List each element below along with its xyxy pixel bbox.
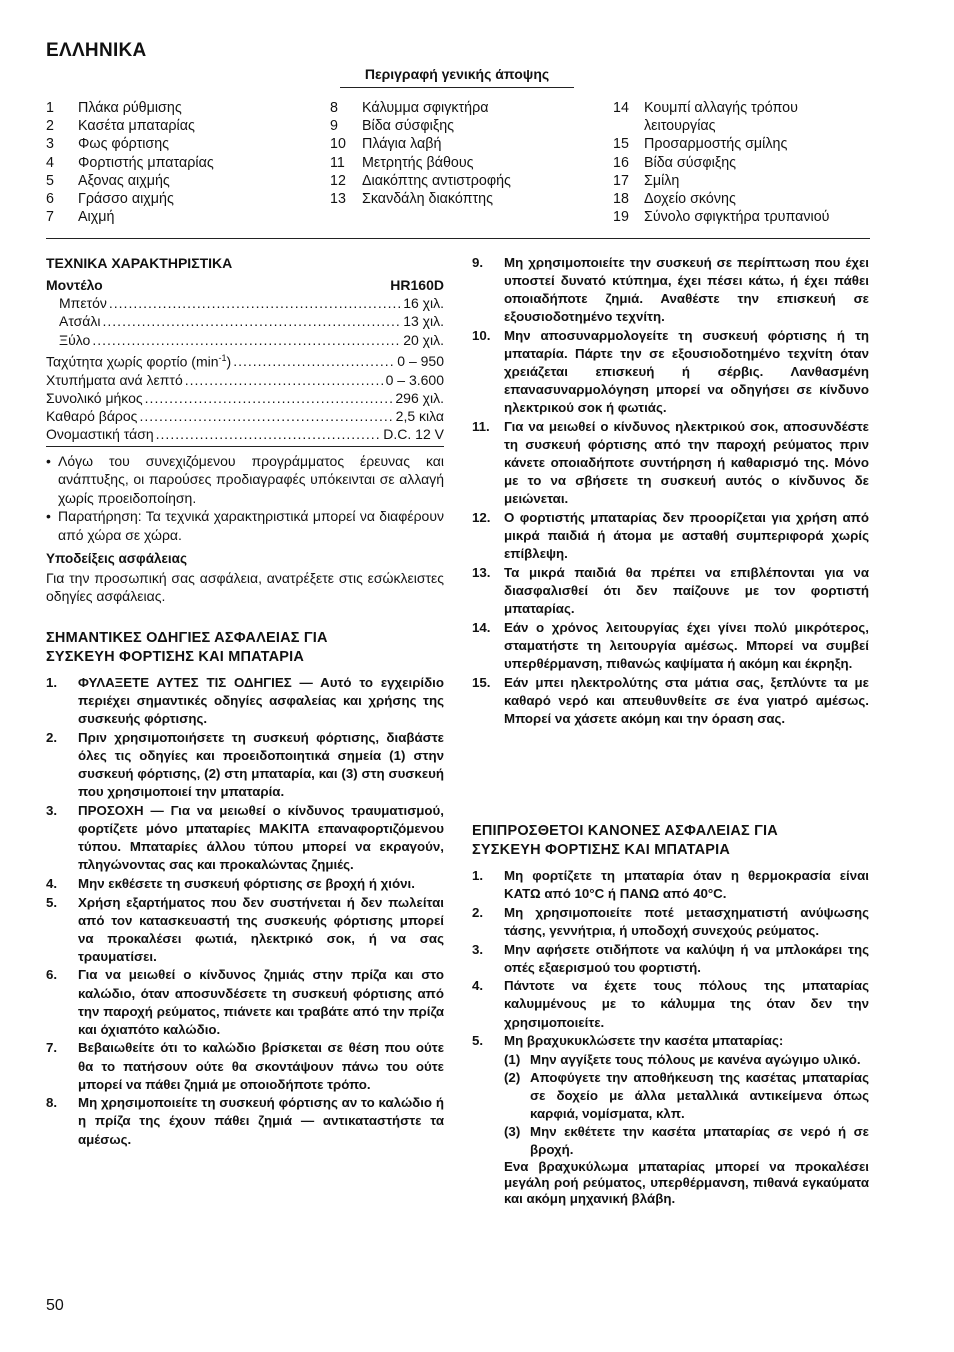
spec-label-text: Ξύλο [59,331,91,348]
additional-subitem [504,1123,869,1159]
item-number: 5. [46,894,58,910]
safety-item [46,966,444,1038]
subitem-number: (2) [504,1070,521,1085]
item-text: Εάν ο χρόνος λειτουργίας έχει γίνει πολύ μικρότερος, σταματήστε τη λειτουργία αμέσως. Μπορεί να συμβεί υπερθέρμανση, πιθανώς καψίματα ή ακόμη και έκρηξη. [504,619,869,672]
item-number: 14. [472,619,491,635]
item-number: 11. [472,419,490,435]
part-number: 6 [46,191,54,208]
part-number: 11 [330,154,345,171]
part-number: 5 [46,172,54,189]
part-name: Σμίλη [644,172,680,189]
part-item [46,99,316,117]
safety-item [472,564,869,618]
item-number: 13. [472,564,491,580]
spec-row [46,389,444,407]
spec-row [46,371,444,389]
item-number: 7. [46,1040,58,1056]
part-number: 13 [330,191,346,208]
leader-dots [92,331,401,349]
part-item [613,172,883,190]
part-item [46,117,316,135]
part-number: 3 [46,136,54,153]
safety-heading: Υποδείξεις ασφάλειας [46,551,187,566]
item-text: Εάν μπει ηλεκτρολύτης στα μάτια σας, ξεπλύντε τα με καθαρό νερό και απευθυνθείτε σε ένα γιατρό αμέσως. Μπορεί να χάσετε ακόμη και την όραση σας. [504,674,869,726]
part-item [613,208,883,226]
part-number: 15 [613,136,629,153]
part-name: Φως φόρτισης [78,136,170,153]
item-number: 12. [472,510,491,526]
part-number [613,117,644,135]
part-name: Αιχμή [78,209,115,226]
part-number: 16 [613,154,629,171]
spec-label-text: Καθαρό βάρος [46,408,138,425]
spec-label [46,425,154,443]
part-item [330,135,600,153]
part-name: Βίδα σύσφιξης [644,154,737,171]
item-number: 4. [472,978,484,994]
spec-label-sup: -1 [218,352,227,363]
item-number: 15. [472,674,491,690]
spec-row [46,294,444,312]
additional-list [472,867,869,1207]
item-text: Μη χρησιμοποιείτε ποτέ μετασχηματιστή ανύψωσης τάσης, γεννήτρια, ή υποδοχή συνεχούς ρεύματος. [504,904,869,938]
item-text: Βεβαιωθείτε ότι το καλώδιο βρίσκεται σε θέση που ούτε θα το πατήσουν ούτε θα σκοντάψουν πάνω του ούτε μπορεί να πάθει ζημιά με οποιοδήποτε τρόπο. [78,1040,444,1092]
item-text: ΠΡΟΣΟΧΗ — Για να μειωθεί ο κίνδυνος τραυματισμού, φορτίζετε μόνο μπαταρίες ΜΑΚΙΤΑ επαναφορτιζόμενου τύπου. Μπαταρίες άλλου τύπου μπορεί να εκραγούν, πληγώνοντας σας και προκαλώντας ζημιές. [78,802,444,873]
part-item [330,172,600,190]
part-name: Προσαρμοστής σμίλης [644,136,788,153]
part-name: Πλάκα ρύθμισης [78,100,182,116]
item-text: Τα μικρά παιδιά θα πρέπει να επιβλέπονται για να διασφαλισθεί ότι δεν παίζουνε με τον φορτιστή μπαταρίας. [504,564,869,617]
part-name: Σκανδάλη διακόπτης [362,191,493,208]
part-name: Κασέτα μπαταρίας [78,118,195,135]
spec-row [46,407,444,425]
specs-title: ΤΕΧΝΙΚΑ ΧΑΡΑΚΤΗΡΙΣΤΙΚΑ [46,255,233,271]
specs-table [46,276,444,443]
part-item [46,172,316,190]
item-text: Μην αποσυναρμολογείτε τη συσκευή φόρτισης ή τη μπαταρία. Πάρτε την σε εξουσιοδοτημένο τεχνίτη όταν χρειάζεται επισκευή ή σέρβις. Λανθασμένη επανασυναρμολόγηση μπορεί να οδηγήσει σε κίνδυνο ηλεκτρικού σοκ ή φωτιάς. [504,327,869,416]
part-number: 4 [46,154,54,171]
spec-value: D.C. 12 V [383,426,444,443]
safety-item [472,619,869,673]
item-number: 2. [46,729,58,745]
part-number: 14 [613,100,629,116]
part-item [46,190,316,208]
part-name: Φορτιστής μπαταρίας [78,154,214,171]
safety-item [46,729,444,801]
item-text: Μη χρησιμοποιείτε την συσκευή σε περίπτωση που έχει υποστεί δυνατό κτύπημα, έχει πέσει κάτω, ή έχει πάθει οποιαδήποτε ζημιά. Αναθέστε την επισκευή σε εξουσιοδοτημένο τεχνίτη. [504,255,869,325]
additional-subitem [504,1051,869,1069]
item-number: 8. [46,1095,58,1111]
item-number: 5. [472,1033,484,1049]
item-text: Πάντοτε να έχετε τους πόλους της μπαταρίας καλυμμένους με το κάλυμμα της όταν δεν την χρησιμοποιείτε. [504,978,869,1030]
part-item [613,135,883,153]
spec-label-end: ) [226,353,232,370]
item-text: ΦΥΛΑΞΕΤΕ ΑΥΤΕΣ ΤΙΣ ΟΔΗΓΙΕΣ — Αυτό το εγχειρίδιο περιέχει σημαντικές οδηγίες ασφαλείας και χρήσης της συσκευής φόρτισης. [78,675,444,727]
additional-item [472,941,869,977]
additional-item [472,904,869,940]
spec-value: 296 χιλ. [395,389,444,406]
safety-item [46,894,444,966]
spec-value: 0 – 950 [397,353,444,370]
additional-item [472,867,869,903]
leader-dots [145,389,394,407]
subitem-text: Μην εκθέτετε την κασέτα μπαταρίας σε νερό ή σε βροχή. [530,1124,869,1158]
safety-item [46,1039,444,1093]
spec-value: 20 χιλ. [403,331,444,348]
item-number: 4. [46,875,58,891]
important-list-left [46,674,444,1149]
part-number: 2 [46,118,54,135]
page-number: 50 [46,1297,64,1314]
part-item [613,117,883,135]
spec-label-text: Χτυπήματα ανά λεπτό [46,371,183,388]
spec-row [46,349,444,371]
item-text: Μην εκθέσετε τη συσκευή φόρτισης σε βροχή ή χιόνι. [78,875,415,891]
safety-item [46,1094,444,1148]
item-text: Μη φορτίζετε τη μπαταρία όταν η θερμοκρασία είναι ΚΑΤΩ από 10°C ή ΠΑΝΩ από 40°C. [504,868,869,902]
spec-value: 16 χιλ. [403,295,444,312]
part-name: Κουμπί αλλαγής τρόπου [644,100,798,116]
important-heading: ΣΗΜΑΝΤΙΚΕΣ ΟΔΗΓΙΕΣ ΑΣΦΑΛΕΙΑΣ ΓΙΑ ΣΥΣΚΕΥΗ ΦΟΡΤΙΣΗΣ ΚΑΙ ΜΠΑΤΑΡΙΑ [46,630,328,665]
part-name: Αξονας αιχμής [78,172,170,189]
part-item [330,154,600,172]
part-name: λειτουργίας [644,118,716,135]
part-number: 17 [613,172,629,189]
part-name: Κάλυμμα σφιγκτήρα [362,100,489,116]
spec-label [59,312,101,330]
spec-row [46,425,444,443]
part-number: 7 [46,209,54,226]
specs-model-row [46,276,444,294]
spec-label [46,371,183,389]
safety-item [472,418,869,508]
spec-label [46,389,143,407]
parts-list-column-3 [613,99,883,226]
spec-label-text: Μπετόν [59,295,107,312]
item-text: Ο φορτιστής μπαταρίας δεν προορίζεται για χρήση από μικρά παιδιά ή άτομα με ασταθή συμπεριφορά χωρίς επίβλεψη. [504,510,869,562]
part-item [46,135,316,153]
item-number: 1. [46,675,58,690]
leader-dots [156,425,382,443]
spec-label-text: Ατσάλι [59,313,101,330]
safety-item [472,254,869,326]
spec-row [46,312,444,330]
item-number: 9. [472,255,484,270]
item-number: 3. [472,941,484,957]
leader-dots [233,352,395,370]
section-divider [46,238,870,239]
safety-item [46,674,444,728]
item-text: Πριν χρησιμοποιήσετε τη συσκευή φόρτισης, διαβάστε όλες τις οδηγίες και προειδοποιητικά σημεία (1) στην συσκευή φόρτισης, (2) στη μπαταρία, και (3) στη συσκευή που χρησιμοποιεί την μπαταρία. [78,729,444,800]
part-name: Δοχείο σκόνης [644,191,736,208]
item-text: Μη βραχυκυκλώσετε την κασέτα μπαταρίας: [504,1033,784,1049]
safety-text: Για την προσωπική σας ασφάλεια, ανατρέξετε στις εσώκλειστες οδηγίες ασφάλειας. [46,570,444,605]
part-number: 1 [46,100,54,116]
item-number: 10. [472,327,491,343]
specs-notes [46,452,444,544]
part-item [46,208,316,226]
safety-item [472,674,869,728]
part-number: 10 [330,136,346,153]
additional-subitem [504,1069,869,1123]
part-item [330,99,600,117]
item-number: 1. [472,868,484,883]
safety-item [46,875,444,893]
item-text: Για να μειωθεί ο κίνδυνος ηλεκτρικού σοκ, αποσυνδέστε τη συσκευή φόρτισης από την παροχή ρεύματος πριν κάνετε οποιαδήποτε συντήρηση ή καθαρισμό της. Μόνο με το να σβήσετε τη συσκευή αυτός ο κίνδυνος δε μειώνεται. [504,419,869,507]
part-item [330,117,600,135]
item-text: Μην αφήσετε οτιδήποτε να καλύψη ή να μπλοκάρει της οπές εξαερισμού του φορτιστή. [504,941,869,975]
leader-dots [103,312,402,330]
spec-row [46,331,444,349]
additional-heading: ΕΠΙΠΡΟΣΘΕΤΟΙ ΚΑΝΟΝΕΣ ΑΣΦΑΛΕΙΑΣ ΓΙΑ ΣΥΣΚΕΥΗ ΦΟΡΤΙΣΗΣ ΚΑΙ ΜΠΑΤΑΡΙΑ [472,823,778,858]
spec-label [59,294,107,312]
part-name: Σύνολο σφιγκτήρα τρυπανιού [644,209,830,226]
part-item [613,99,883,117]
language-heading: ΕΛΛΗΝΙΚΑ [46,40,147,61]
part-number: 8 [330,100,338,116]
item-text: Για να μειωθεί ο κίνδυνος ζημιάς στην πρίζα και στο καλώδιο, όταν αποσυνδέσετε τη συσκευή φόρτισης από την παροχή ρεύματος, πιάνετε και τραβάτε από την πρίζα και όχιαπότο καλώδιο. [78,967,444,1037]
part-number: 19 [613,209,629,226]
part-item [330,190,600,208]
specs-model-value: HR160D [390,277,444,293]
item-text: Μη χρησιμοποιείτε τη συσκευή φόρτισης αν το καλώδιο ή η πρίζα της έχουν πάθει ζημιά — αντικαταστήστε τα αμέσως. [78,1095,444,1147]
safety-item [472,509,869,563]
subitem-text: Μην αγγίξετε τους πόλους με κανένα αγώγιμο υλικό. [530,1051,861,1067]
specs-divider [46,446,444,447]
subitem-text: Αποφύγετε την αποθήκευση της κασέτας μπαταρίας σε δοχείο με άλλα μεταλλικά αντικείμενα όπως καρφιά, νομίσματα, κλπ. [530,1070,869,1122]
part-number: 12 [330,172,346,189]
subitem-number: (1) [504,1051,521,1067]
leader-dots [185,371,384,389]
spec-label-text: Ταχύτητα χωρίς φορτίο (min [46,353,219,370]
spec-label [46,349,231,371]
part-name: Πλάγια λαβή [362,136,442,153]
spec-label [59,331,90,349]
additional-item [472,1032,869,1050]
part-item [613,154,883,172]
part-number: 18 [613,191,629,208]
safety-item [46,802,444,874]
item-text: Χρήση εξαρτήματος που δεν συστήνεται ή δεν πωλείται από τον κατασκευαστή της συσκευής φόρτισης μπορεί να προκαλέσει φωτιά, ηλεκτρικό σοκ, ή να σας τραυματίσει. [78,894,444,964]
spec-value: 0 – 3.600 [385,371,444,388]
part-name: Μετρητής βάθους [362,154,474,171]
specs-model-label: Μοντέλο [46,277,103,293]
part-item [613,190,883,208]
additional-closing: Ενα βραχυκύλωμα μπαταρίας μπορεί να προκαλέσει μεγάλη ροή ρεύματος, υπερθέρμανση, πιθανά εγκαύματα και ακόμη μηχανική βλάβη. [504,1159,869,1207]
spec-value: 2,5 κιλα [395,408,444,425]
spec-label [46,407,137,425]
leader-dots [109,294,401,312]
general-view-title: Περιγραφή γενικής άποψης [340,66,574,88]
item-number: 3. [46,802,58,818]
important-list-right [472,254,869,729]
item-number: 2. [472,904,484,920]
note-item: • Λόγω του συνεχιζόμενου προγράμματος έρευνας και ανάπτυξης, οι παρούσες προδιαγραφές υπόκεινται σε αλλαγή χωρίς προειδοποίηση. [46,453,444,506]
safety-item [472,327,869,417]
note-item: • Παρατήρηση: Τα τεχνικά χαρακτηριστικά μπορεί να διαφέρουν από χώρα σε χώρα. [46,508,444,543]
leader-dots [139,407,393,425]
parts-list-column-2 [330,99,600,208]
subitem-number: (3) [504,1124,521,1140]
additional-item [472,977,869,1031]
parts-list-column-1 [46,99,316,226]
spec-label-text: Συνολικό μήκος [46,389,143,406]
spec-value: 13 χιλ. [403,313,444,330]
part-name: Βίδα σύσφιξης [362,118,455,135]
spec-label-text: Ονομαστική τάση [46,426,154,443]
part-number: 9 [330,118,338,135]
part-item [46,154,316,172]
part-name: Γράσσο αιχμής [78,191,174,208]
item-number: 6. [46,967,58,983]
part-name: Διακόπτης αντιστροφής [362,172,511,189]
